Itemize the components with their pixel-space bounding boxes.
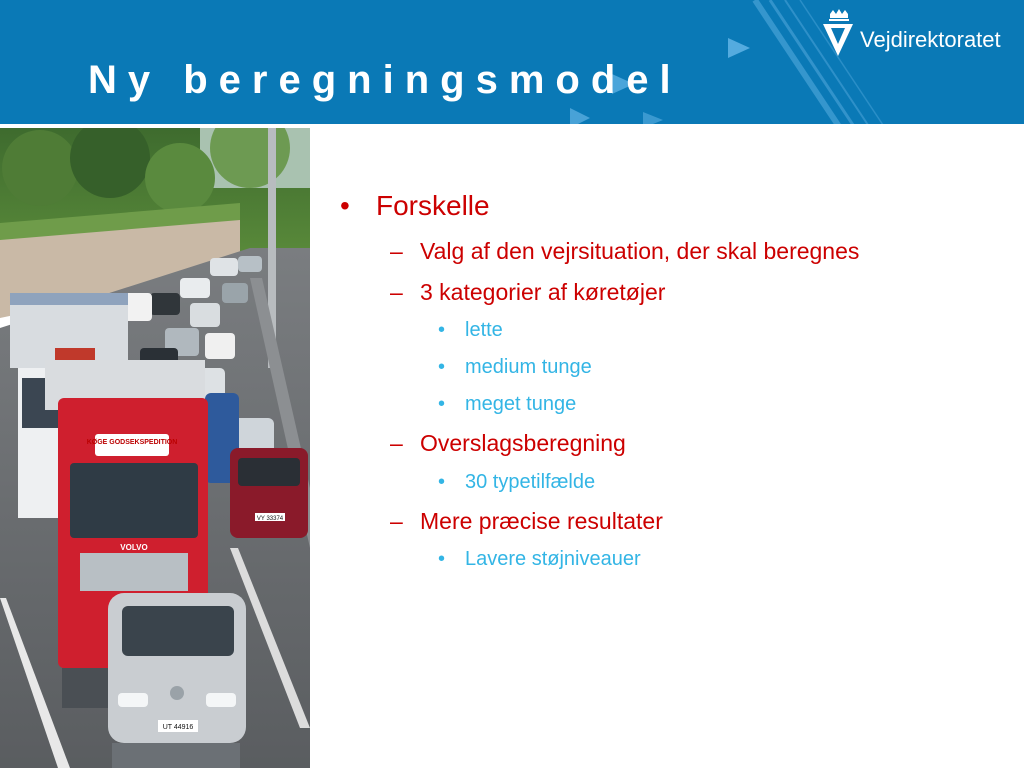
bullet-marker: •: [438, 319, 446, 341]
bullet-level2: [390, 508, 663, 535]
bullet-marker: •: [438, 471, 446, 493]
bullet-level1: [340, 190, 490, 222]
bullet-marker: •: [438, 393, 446, 415]
bullet-text: Forskelle: [376, 190, 490, 221]
dash-marker: –: [390, 238, 403, 264]
dash-marker: –: [390, 279, 403, 305]
bullet-text: Valg af den vejrsituation, der skal beregnes: [420, 238, 860, 264]
svg-text:KØGE GODSEKSPEDITION: KØGE GODSEKSPEDITION: [86, 439, 178, 446]
bullet-level3: [438, 548, 641, 571]
slide-header: [0, 0, 1024, 128]
dash-marker: –: [390, 508, 403, 534]
slide-content: [310, 128, 1024, 768]
bullet-text: Mere præcise resultater: [420, 508, 663, 534]
slide-title: Ny beregningsmodel: [88, 58, 682, 102]
dash-marker: –: [390, 430, 403, 456]
bullet-level2: [390, 238, 859, 265]
svg-text:VOLVO: VOLVO: [120, 543, 148, 552]
crown-shield-icon: [820, 8, 856, 58]
svg-text:VY 33374: VY 33374: [256, 516, 284, 522]
bullet-level3: [438, 356, 592, 379]
bullet-text: meget tunge: [465, 393, 577, 415]
decor-triangle-1: [728, 38, 750, 58]
bullet-level2: [390, 279, 665, 306]
photo-silver-suv: [108, 593, 246, 768]
bullet-marker: •: [438, 548, 446, 570]
bullet-text: 30 typetilfælde: [465, 471, 596, 493]
svg-text:UT 44916: UT 44916: [162, 724, 194, 731]
vejdirektoratet-logo: [820, 8, 1016, 58]
bullet-marker: •: [438, 356, 446, 378]
traffic-photo: [0, 128, 310, 768]
bullet-level3: [438, 393, 576, 416]
bullet-text: 3 kategorier af køretøjer: [420, 279, 666, 305]
bullet-text: lette: [465, 319, 503, 341]
bullet-marker: •: [340, 190, 350, 221]
photo-red-car: [230, 448, 308, 538]
bullet-text: medium tunge: [465, 356, 592, 378]
bullet-level3: [438, 471, 595, 494]
bullet-level2: [390, 430, 626, 457]
bullet-text: Lavere støjniveauer: [465, 548, 641, 570]
bullet-level3: [438, 319, 503, 342]
logo-text: Vejdirektoratet: [860, 27, 1001, 52]
bullet-text: Overslagsberegning: [420, 430, 626, 456]
